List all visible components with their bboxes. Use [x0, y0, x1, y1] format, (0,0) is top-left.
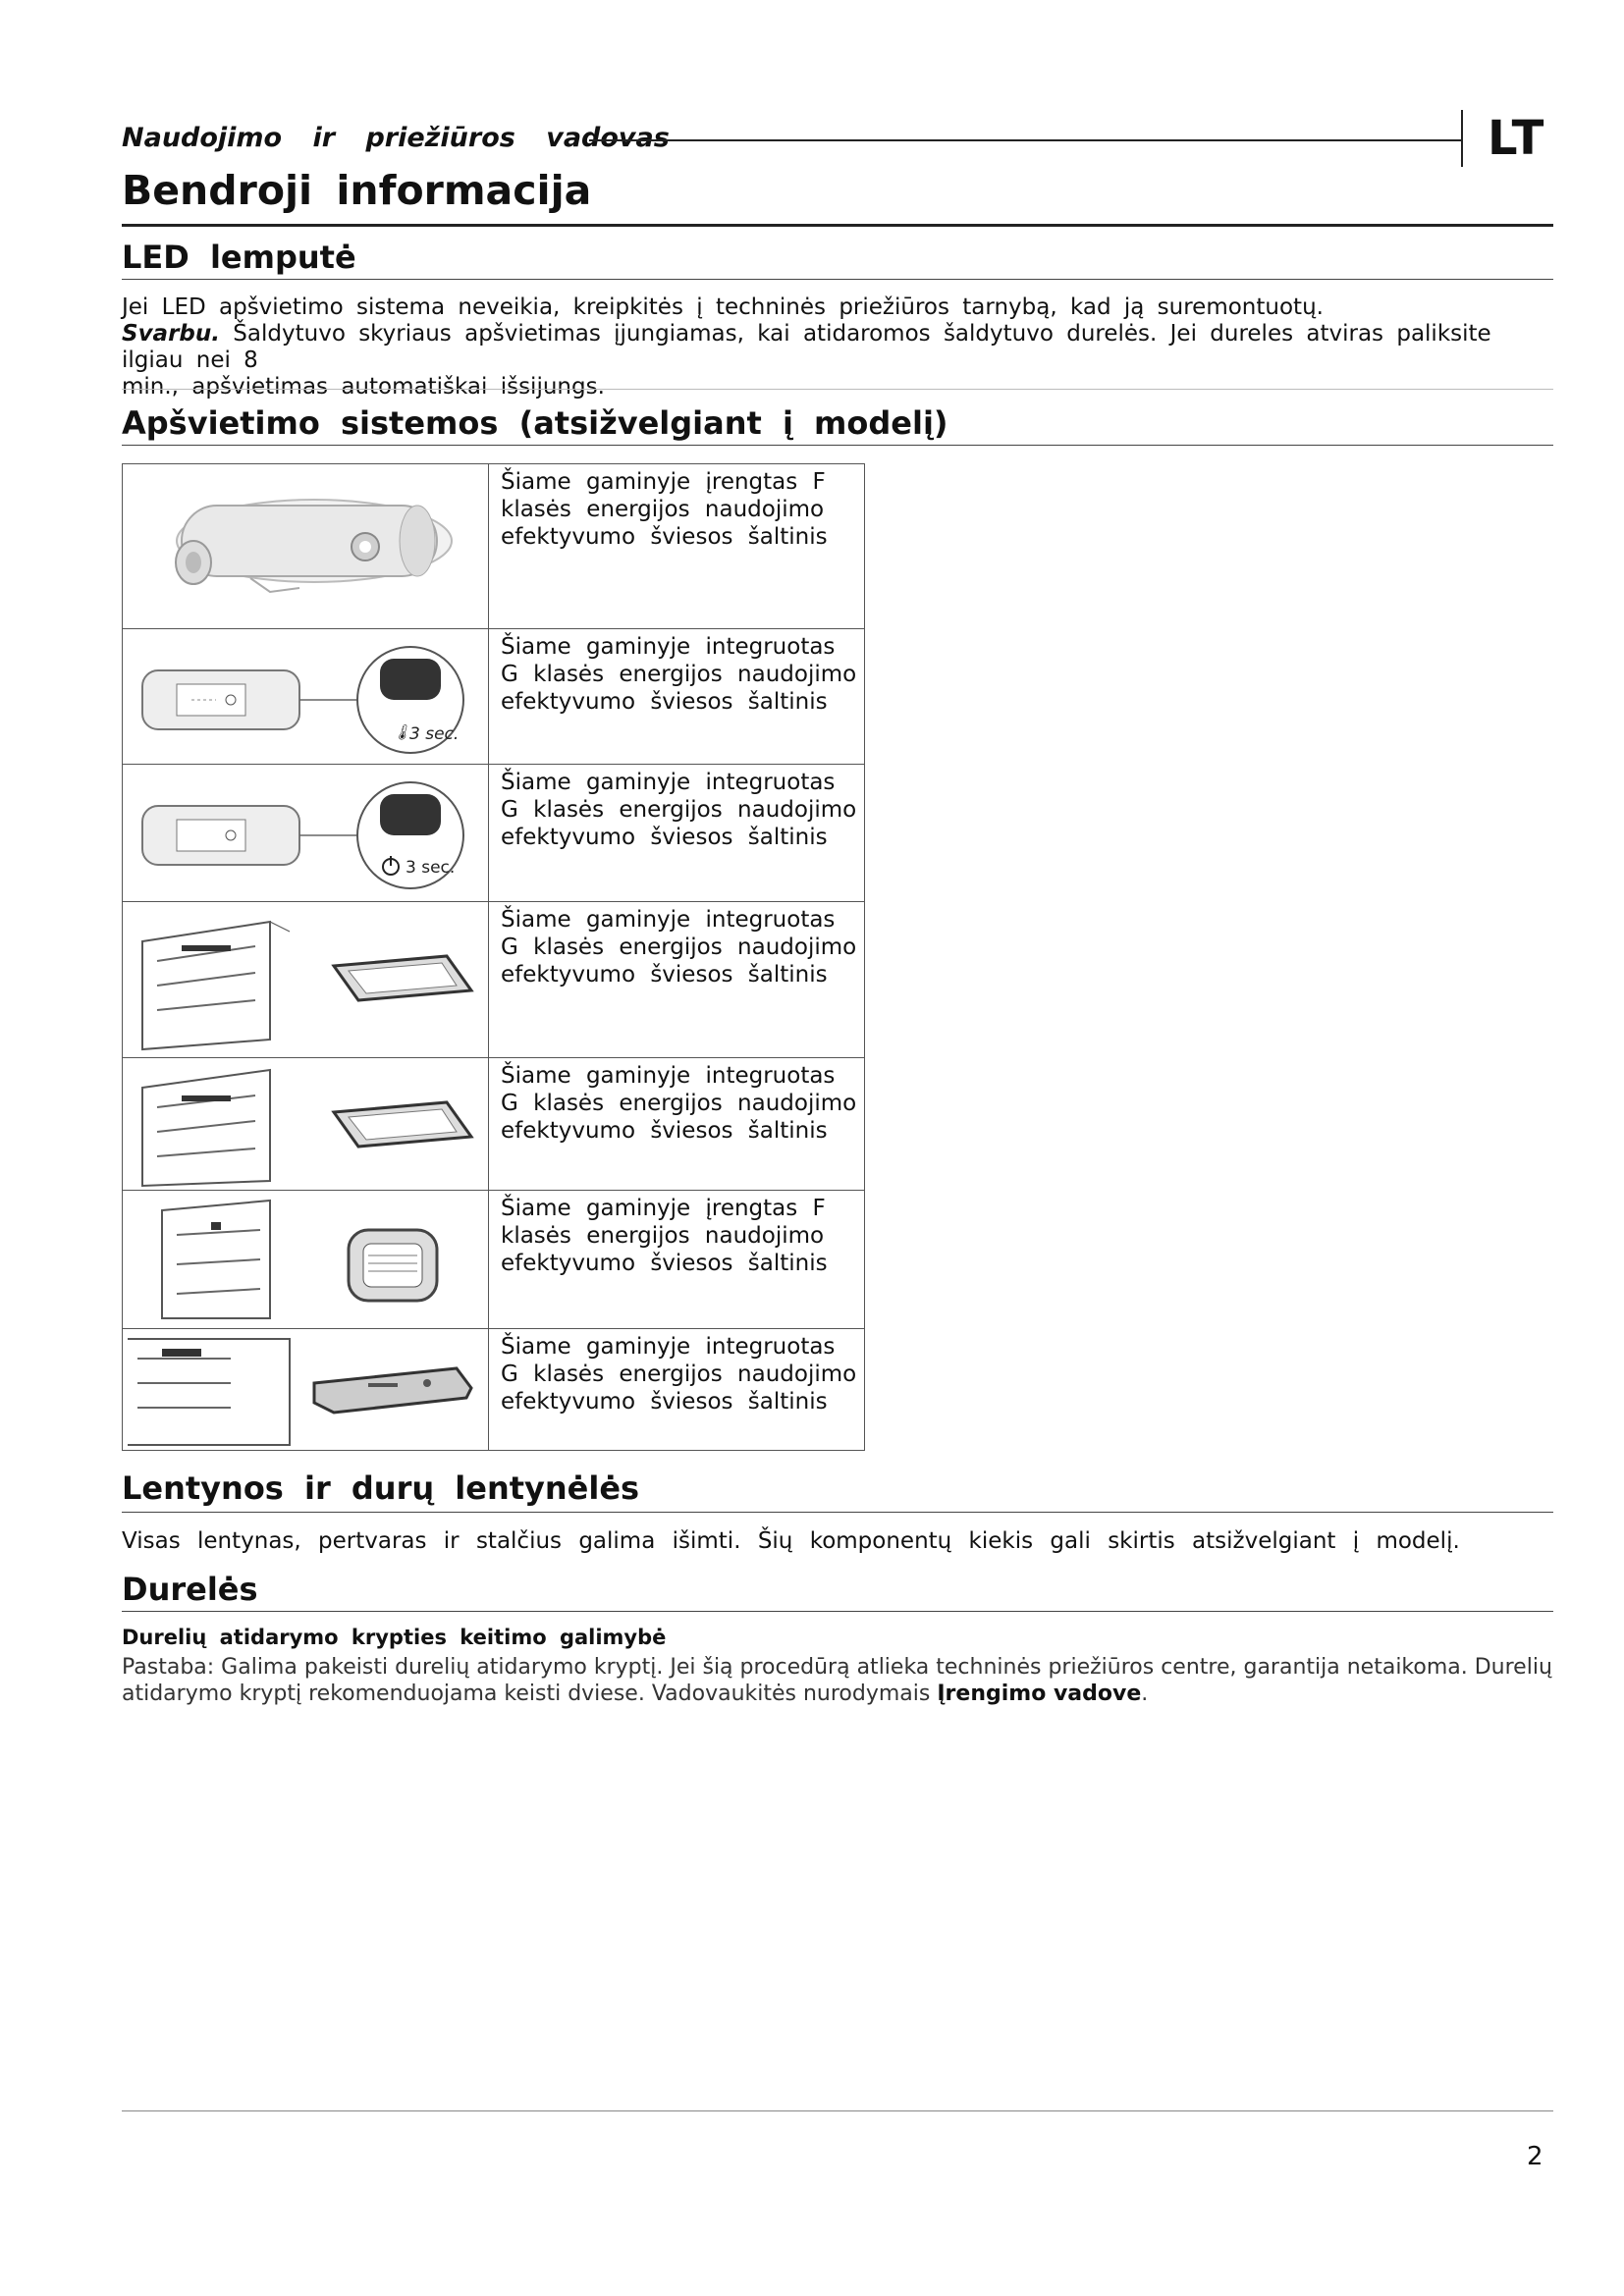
note-line-1: Pastaba: Galima pakeisti durelių atidarymo kryptį. Jei šią procedūrą atlieka techninės priežiūros centre, garantija netaikoma. Durelių	[122, 1655, 1552, 1680]
shelves-heading: Lentynos ir durų lentynėlės	[122, 1469, 640, 1507]
door-note	[122, 1654, 1553, 1707]
row-line: G klasės energijos naudojimo	[501, 1091, 857, 1116]
led-heading-rule	[122, 279, 1553, 280]
led-end-rule	[122, 389, 1553, 390]
button-label: 3 sec.	[406, 858, 456, 878]
language-code: LT	[1488, 111, 1546, 166]
shelves-heading-rule	[122, 1512, 1553, 1513]
text-cell	[489, 902, 865, 1058]
header-divider	[1461, 110, 1463, 167]
door-heading: Durelės	[122, 1571, 258, 1608]
installation-guide-ref: Įrengimo vadove	[937, 1682, 1142, 1706]
ceiling-led-panel-2	[123, 1058, 488, 1189]
row-line: G klasės energijos naudojimo	[501, 934, 857, 960]
page-number: 2	[1527, 2142, 1543, 2171]
lighting-heading: Apšvietimo sistemos (atsižvelgiant į modelį)	[122, 404, 948, 442]
image-cell	[123, 902, 489, 1058]
row-line: efektyvumo šviesos šaltinis	[501, 825, 828, 850]
image-cell	[123, 765, 489, 902]
row-line: Šiame gaminyje įrengtas F	[501, 469, 826, 495]
text-cell	[489, 464, 865, 629]
table-row	[123, 1058, 865, 1191]
led-module-thermometer-3sec	[123, 629, 488, 763]
top-led-strip	[123, 1329, 488, 1449]
note-end: .	[1141, 1682, 1149, 1706]
lamp-bulb-illustration	[123, 464, 488, 627]
table-row	[123, 902, 865, 1058]
image-cell	[123, 464, 489, 629]
row-line: Šiame gaminyje integruotas	[501, 634, 836, 660]
led-paragraph	[122, 294, 1565, 400]
table-row	[123, 1329, 865, 1451]
table-row	[123, 765, 865, 902]
led-module-power-3sec	[123, 765, 488, 900]
text-cell	[489, 765, 865, 902]
row-line: Šiame gaminyje integruotas	[501, 770, 836, 795]
lighting-table	[122, 463, 865, 1451]
row-line: efektyvumo šviesos šaltinis	[501, 1389, 828, 1415]
text-cell	[489, 1191, 865, 1329]
note-prefix: atidarymo kryptį rekomenduojama keisti dviese. Vadovaukitės nurodymais	[122, 1682, 938, 1706]
thermometer-icon: 🌡	[393, 723, 412, 741]
image-cell	[123, 629, 489, 765]
led-line-2	[122, 321, 1565, 374]
text-cell	[489, 1058, 865, 1191]
row-line: Šiame gaminyje integruotas	[501, 1063, 836, 1089]
text-cell	[489, 1329, 865, 1451]
important-label: Svarbu.	[122, 321, 220, 347]
table-row	[123, 464, 865, 629]
door-subheading: Durelių atidarymo krypties keitimo galimybė	[122, 1626, 667, 1649]
lighting-heading-rule	[122, 445, 1553, 446]
row-line: efektyvumo šviesos šaltinis	[501, 524, 828, 550]
row-line: klasės energijos naudojimo	[501, 1223, 825, 1249]
row-line: klasės energijos naudojimo	[501, 497, 825, 522]
shelves-text: Visas lentynas, pertvaras ir stalčius galima išimti. Šių komponentų kiekis gali skirtis atsižvelgiant į modelį.	[122, 1528, 1460, 1554]
row-line: Šiame gaminyje įrengtas F	[501, 1196, 826, 1221]
row-line: efektyvumo šviesos šaltinis	[501, 962, 828, 988]
important-text: Šaldytuvo skyriaus apšvietimas įjungiamas, kai atidaromos šaldytuvo durelės. Jei dureles atviras paliksite ilgiau nei 8	[122, 321, 1491, 373]
table-row	[123, 629, 865, 765]
title-rule	[122, 224, 1553, 227]
table-row	[123, 1191, 865, 1329]
image-cell	[123, 1329, 489, 1451]
ceiling-led-panel	[123, 902, 488, 1056]
row-line: G klasės energijos naudojimo	[501, 797, 857, 823]
led-line-1: Jei LED apšvietimo sistema neveikia, kreipkitės į techninės priežiūros tarnybą, kad ją suremontuotų.	[122, 294, 1324, 320]
row-line: G klasės energijos naudojimo	[501, 1362, 857, 1387]
button-label: 3 sec.	[409, 724, 460, 744]
note-line-2	[122, 1681, 1553, 1707]
image-cell	[123, 1191, 489, 1329]
row-line: G klasės energijos naudojimo	[501, 662, 857, 687]
door-heading-rule	[122, 1611, 1553, 1612]
row-line: efektyvumo šviesos šaltinis	[501, 1118, 828, 1144]
manual-title: Naudojimo ir priežiūros vadovas	[122, 123, 670, 153]
row-line: efektyvumo šviesos šaltinis	[501, 1251, 828, 1276]
header-rule	[589, 139, 1461, 141]
row-line: Šiame gaminyje integruotas	[501, 907, 836, 933]
row-line: efektyvumo šviesos šaltinis	[501, 689, 828, 715]
page-title: Bendroji informacija	[122, 167, 592, 214]
row-line: Šiame gaminyje integruotas	[501, 1334, 836, 1360]
led-line-3: min., apšvietimas automatiškai išsijungs.	[122, 374, 605, 400]
image-cell	[123, 1058, 489, 1191]
side-led-module	[123, 1191, 488, 1327]
footer-rule	[122, 2110, 1553, 2111]
led-heading: LED lemputė	[122, 239, 356, 276]
text-cell	[489, 629, 865, 765]
